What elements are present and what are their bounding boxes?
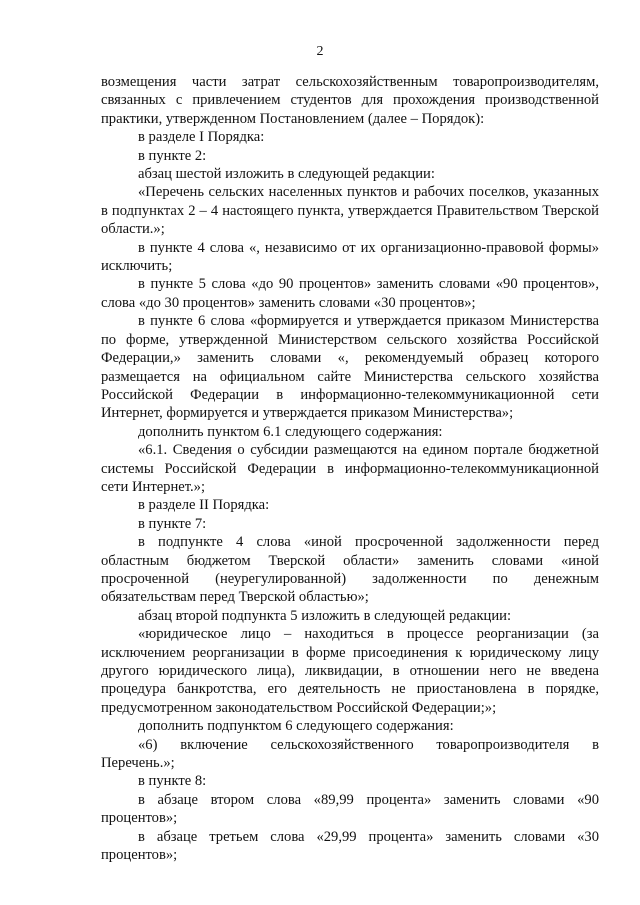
page-number: 2 — [316, 44, 324, 59]
paragraph-abzac-6: абзац шестой изложить в следующей редакции: — [138, 166, 435, 183]
paragraph-point-2: в пункте 2: — [138, 147, 207, 164]
paragraph-subpoint-6-quote: «6) включение сельскохозяйственного товаропроизводителя в Перечень.»; — [101, 736, 599, 772]
paragraph-add-6-1: дополнить пунктом 6.1 следующего содержания: — [138, 423, 443, 440]
paragraph-legal-entity-quote: «юридическое лицо – находиться в процессе реорганизации (за исключением реорганизации в форме присоединения к юридическому лицу другого юридического лица), ликвидации, в отношении него не введена процедура банкротства, его деятельность не приостановлена в порядке, предусмотренном законодательством Российской Федерации;»; — [101, 626, 599, 716]
paragraph-section-1: в разделе I Порядка: — [138, 129, 265, 146]
paragraph-point-4: в пункте 4 слова «, независимо от их организационно-правовой формы» исключить; — [101, 239, 599, 275]
paragraph-intro: возмещения части затрат сельскохозяйственным товаропроизводителям, связанных с привлечением студентов для прохождения производственной практики, утвержденном Постановлением (далее – Порядок): — [101, 74, 599, 127]
paragraph-subpoint-5-abzac-2: абзац второй подпункта 5 изложить в следующей редакции: — [138, 607, 512, 624]
document-body — [101, 73, 599, 864]
paragraph-add-subpoint-6: дополнить подпунктом 6 следующего содержания: — [138, 718, 454, 735]
paragraph-perechen-quote: «Перечень сельских населенных пунктов и рабочих поселков, указанных в подпунктах 2 – 4 настоящего пункта, утверждается Правительством Тверской области.»; — [101, 184, 599, 238]
paragraph-point-7: в пункте 7: — [138, 515, 207, 532]
paragraph-subpoint-4: в подпункте 4 слова «иной просроченной задолженности перед областным бюджетом Тверской области» заменить словами «иной просроченной (неурегулированной) задолженности по денежным обязательствам перед Тверской областью»; — [101, 534, 599, 606]
paragraph-point-5: в пункте 5 слова «до 90 процентов» заменить словами «90 процентов», слова «до 30 процентов» заменить словами «30 процентов»; — [101, 276, 599, 311]
paragraph-6-1-quote: «6.1. Сведения о субсидии размещаются на едином портале бюджетной системы Российской Федерации в информационно-телекоммуникационной сети Интернет.»; — [101, 442, 599, 495]
paragraph-abzac-3-replace: в абзаце третьем слова «29,99 процента» заменить словами «30 процентов»; — [101, 828, 599, 864]
paragraph-abzac-2-replace: в абзаце втором слова «89,99 процента» заменить словами «90 процентов»; — [101, 791, 599, 827]
paragraph-section-2: в разделе II Порядка: — [138, 497, 270, 514]
paragraph-point-6: в пункте 6 слова «формируется и утверждается приказом Министерства по форме, утвержденной Министерством сельского хозяйства Российской Федерации,» заменить словами «, рекомендуемый образец которого размещается на официальном сайте Министерства сельского хозяйства Российской Федерации в информационно-телекоммуникационной сети Интернет, формируется и утверждается приказом Министерства»; — [101, 313, 599, 422]
paragraph-point-8: в пункте 8: — [138, 773, 207, 790]
